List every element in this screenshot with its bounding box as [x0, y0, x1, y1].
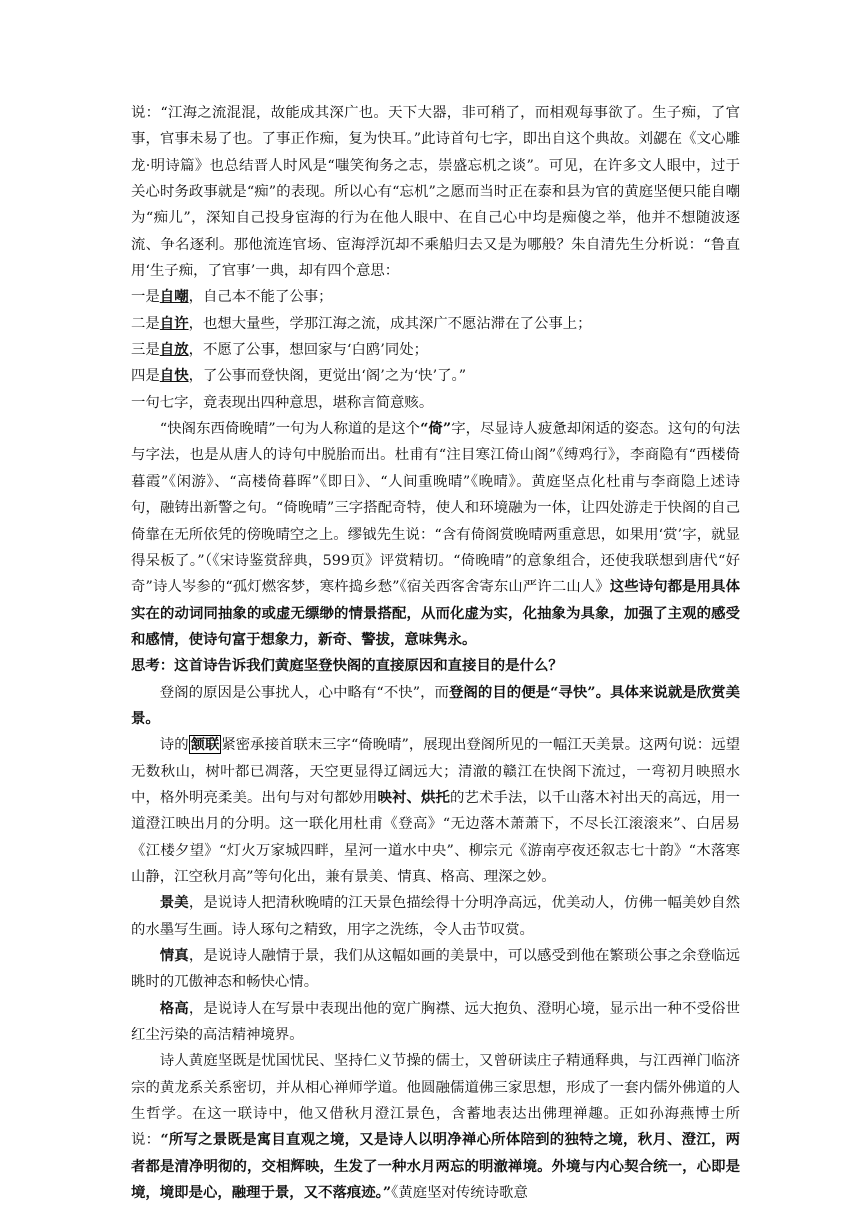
- keyword: 情真: [159, 947, 189, 964]
- paragraph-reason-purpose: [131, 680, 740, 733]
- item-text: ，也想大量些，学那江海之流，成其深广不愿沾滞在了公事上；: [188, 315, 592, 332]
- meaning-item-3: [131, 337, 740, 363]
- emphasis-text: 映衬、烘托: [377, 788, 451, 806]
- emphasis-text: “所写之景既是寓目直观之境，又是诗人以明净禅心所体陪到的独特之境，秋月、澄江，两者都是清净明彻的，交相辉映，生发了一种水月两忘的明澈禅境。外境与内心契合统一，心即是境，境即是心，融理于景，又不落痕迹。”: [131, 1131, 740, 1202]
- text-run: 的艺术手法，以千山落木衬出天的高远，用一道澄江映出月的分明。这一联化用杜甫《登高》“无边落木萧萧下，不尽长江滚滚来”、白居易《江楼夕望》“灯火万家城四畔，星河一道水中央”、柳宗元《游南亭夜还叙志七十韵》“木落寒山静，江空秋月高”等句化出，兼有景美、情真、格高、理深之妙。: [131, 789, 740, 885]
- paragraph-scenery: [131, 890, 740, 943]
- item-text: ，了公事而登快阁，更觉出‘阁’之为‘快’了。”: [188, 368, 467, 385]
- item-prefix: 二是: [131, 315, 160, 332]
- text-run: “快阁东西倚晚晴”一句为人称道的是这个: [159, 421, 421, 438]
- item-prefix: 四是: [131, 368, 160, 385]
- emphasis-text: “倚”: [420, 420, 452, 438]
- text-run: 紧密承接首联末三字“倚晚晴”，展现出登阁所见的一幅江天美景。这两句说：远望无数秋山，树叶都已凋落，天空更显得辽阔远大；清澈的赣江在快阁下流过，一弯初月映照水中，格外明亮柔美。出句与对句都妙用: [131, 737, 740, 806]
- keyword: 景美: [159, 894, 189, 912]
- paragraph-zen: [131, 1048, 740, 1206]
- summary-line: 一句七字，竟表现出四种意思，堪称言简意赅。: [131, 394, 434, 411]
- text-run: ，是说诗人把清秋晚晴的江天景色描绘得十分明净高远，优美动人，仿佛一幅美妙自然的水墨写生画。诗人琢句之精致，用字之洗练，令人击节叹赏。: [131, 895, 740, 938]
- text-run: ，是说诗人在写景中表现出他的宽广胸襟、远大抱负、澄明心境，显示出一种不受俗世红尘污染的高洁精神境界。: [131, 1000, 740, 1044]
- meaning-item-1: [131, 284, 740, 310]
- item-keyword: 自放: [159, 341, 189, 359]
- text-run: 字，尽显诗人疲惫却闲适的姿态。这句的句法与字法，也是从唐人的诗句中脱胎而出。杜甫有“注目寒江倚山阁”《缚鸡行》，李商隐有“西楼倚暮霞”《闲游》、“高楼倚暮晖”《即日》、“人间重晚晴”《晚晴》。黄庭坚点化杜甫与李商隐上述诗句，融铸出新警之句。“倚晚晴”三字搭配奇特，使人和环境融为一体，让四处游走于快阁的自己倚靠在无所依凭的傍晚晴空之上。缪钺先生说：“含有倚阁赏晚晴两重意思，如果用‘赏’字，就显得呆板了。”（《宋诗鉴赏辞典，599页》评赏精切。“倚晚晴”的意象组合，还使我联想到唐代“好奇”诗人岑参的“孤灯燃客梦，寒杵捣乡愁”《宿关西客舍寄东山严许二山人》: [131, 421, 740, 596]
- paragraph-text: 说：“江海之流混混，故能成其深广也。天下大器，非可稍了，而相观每事欲了。生子痴，了官事，官事未易了也。了事正作痴，复为快耳。”此诗首句七字，即出自这个典故。刘勰在《文心雕龙·明诗篇》也总结晋人时风是“嗤笑徇务之志，崇盛忘机之谈”。可见，在许多文人眼中，过于关心时务政事就是“痴”的表现。所以心有“忘机”之愿而当时正在泰和县为官的黄庭坚便只能自嘲为“痴儿”，深知自己投身宦海的行为在他人眼中、在自己心中均是痴傻之举，他并不想随波逐流、争名逐利。那他流连官场、宦海浮沉却不乘船归去又是为哪般？朱自清先生分析说：“鲁直用‘生子痴，了官事’一典，却有四个意思：: [131, 105, 740, 280]
- emphasis-text: 这些诗句都是用具体实在的动词同抽象的或虚无缥缈的情景搭配，从而化虚为实，化抽象为具象，加强了主观的感受和感情，使诗句富于想象力，新奇、警拔，意味隽永。: [131, 578, 740, 648]
- item-text: ，不愿了公事，想回家与‘白鸥’同处；: [188, 342, 428, 359]
- item-keyword: 自嘲: [159, 288, 189, 306]
- document-page: [131, 100, 740, 1206]
- text-run: 《黄庭坚对传统诗歌意: [391, 1185, 528, 1202]
- paragraph-couplet: [131, 732, 740, 890]
- item-text: ，自己本不能了公事；: [188, 289, 333, 306]
- meaning-item-2: [131, 311, 740, 337]
- thinking-question: 思考：这首诗告诉我们黄庭坚登快阁的直接原因和直接目的是什么？: [131, 657, 563, 675]
- paragraph-yi-character: [131, 416, 740, 653]
- text-run: 诗的: [159, 737, 189, 754]
- meaning-item-4: [131, 363, 740, 389]
- emphasis-text: 登阁的目的便是“寻快”。具体来说就是欣赏美景。: [131, 683, 740, 727]
- item-prefix: 一是: [131, 289, 160, 306]
- item-keyword: 自快: [159, 367, 189, 385]
- text-run: ，是说诗人融情于景，我们从这幅如画的美景中，可以感受到他在繁琐公事之余登临远眺时的兀傲神态和畅快心情。: [131, 948, 740, 991]
- text-run: 登阁的原因是公事扰人，心中略有“不快”，而: [159, 684, 449, 701]
- item-prefix: 三是: [131, 342, 160, 359]
- paragraph-character: [131, 996, 740, 1049]
- text-run: 诗人黄庭坚既是忧国忧民、坚持仁义节操的儒士，又曾研读庄子精通释典，与江西禅门临济宗的黄龙系关系密切，并从相心禅师学道。他圆融儒道佛三家思想，形成了一套内儒外佛道的人生哲学。在这一联诗中，他又借秋月澄江景色，含蓄地表达出佛理禅趣。正如孙海燕博士所说：: [131, 1053, 740, 1149]
- item-keyword: 自许: [159, 314, 189, 332]
- boxed-term: 颔联: [190, 736, 220, 754]
- keyword: 格高: [159, 999, 189, 1017]
- paragraph-allusion: [131, 100, 740, 284]
- paragraph-emotion: [131, 943, 740, 996]
